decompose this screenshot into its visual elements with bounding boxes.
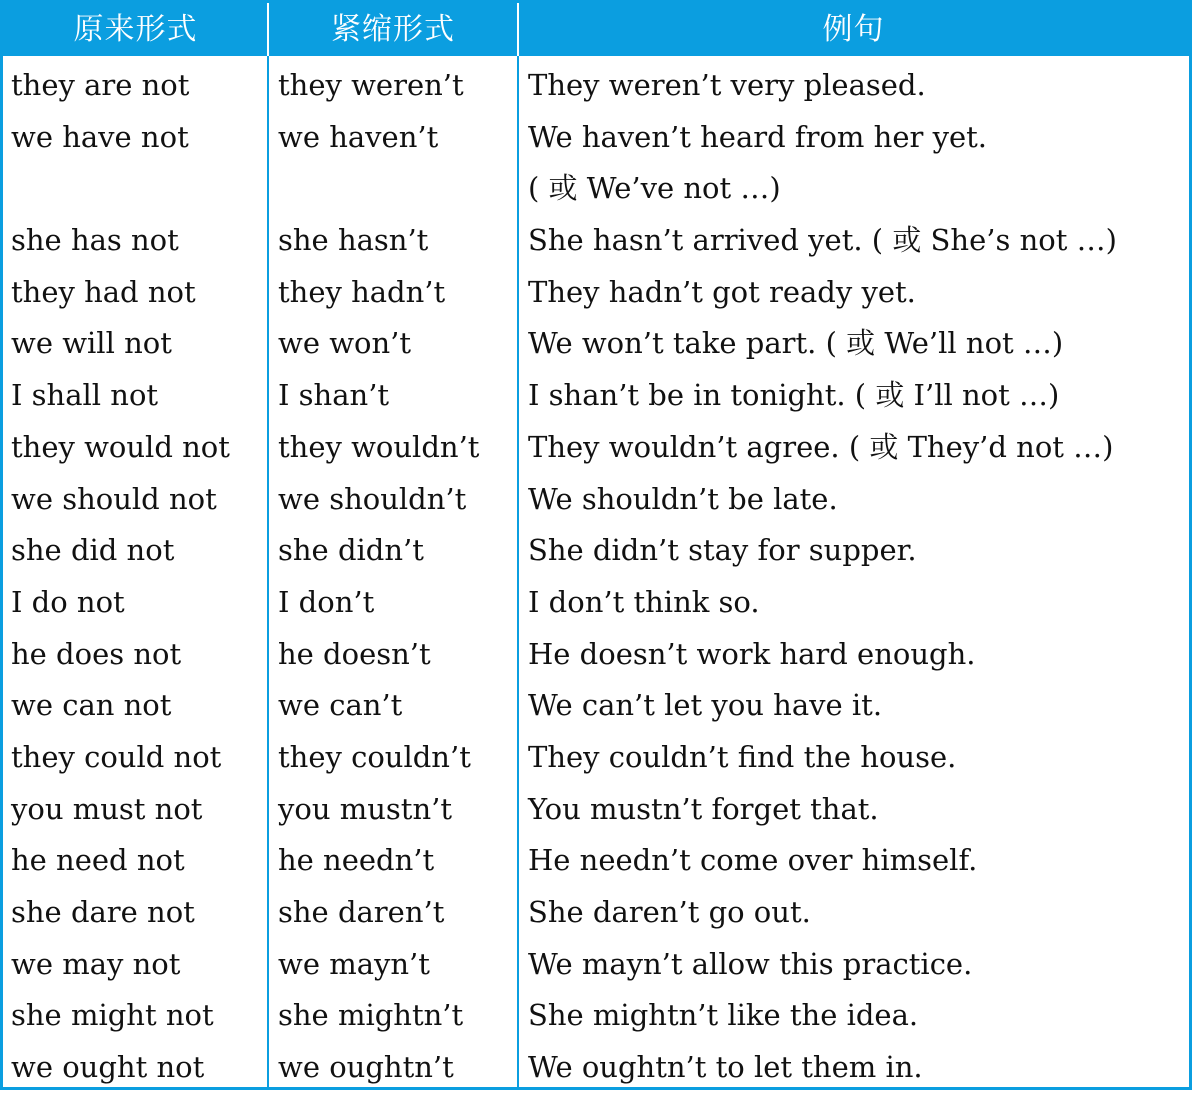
cell-example-sentence: He doesn’t work hard enough. <box>528 636 976 671</box>
cell-original-form: she dare not <box>11 895 195 929</box>
table-row <box>3 936 1189 988</box>
table-row <box>3 212 1189 264</box>
table-header <box>3 3 1189 56</box>
cell-contracted-form: she didn’t <box>278 533 424 568</box>
cell-example-sentence: You mustn’t forget that. <box>528 791 879 826</box>
cell-example-sentence: She hasn’t arrived yet. ( 或 She’s not …) <box>528 223 1117 258</box>
cell-contracted-form: they weren’t <box>278 68 464 102</box>
cell-contracted-form: we can’t <box>278 688 403 723</box>
cell-contracted-form: he needn’t <box>278 843 435 878</box>
cell-contracted-form: he doesn’t <box>278 636 431 671</box>
table-row <box>3 419 1189 471</box>
header-example-sentence: 例句 <box>822 12 885 47</box>
cell-contracted-form: she daren’t <box>278 895 445 929</box>
cell-example-sentence: We shouldn’t be late. <box>528 481 838 516</box>
cell-example-sentence: She didn’t stay for supper. <box>528 533 917 568</box>
table-row <box>3 1039 1189 1091</box>
cell-original-form: he need not <box>11 843 185 878</box>
cell-contracted-form: they couldn’t <box>278 739 471 774</box>
cell-example-sentence: ( 或 We’ve not …) <box>528 171 781 206</box>
cell-example-sentence: We haven’t heard from her yet. <box>528 119 987 154</box>
header-divider <box>267 3 269 56</box>
cell-original-form: he does not <box>11 636 182 671</box>
table-row <box>3 471 1189 523</box>
table-row <box>3 832 1189 884</box>
cell-original-form: they could not <box>11 739 222 774</box>
cell-example-sentence: We oughtn’t to let them in. <box>528 1050 923 1085</box>
table-row <box>3 109 1189 161</box>
cell-example-sentence: We can’t let you have it. <box>528 688 883 723</box>
table-row <box>3 987 1189 1039</box>
cell-example-sentence: They hadn’t got ready yet. <box>528 274 916 309</box>
table-row <box>3 626 1189 678</box>
cell-example-sentence: I shan’t be in tonight. ( 或 I’ll not …) <box>528 378 1060 413</box>
cell-contracted-form: you mustn’t <box>278 791 452 826</box>
table-row <box>3 57 1189 109</box>
table-row <box>3 522 1189 574</box>
cell-example-sentence: We won’t take part. ( 或 We’ll not …) <box>528 326 1064 361</box>
cell-contracted-form: I shan’t <box>278 378 390 413</box>
cell-example-sentence: They wouldn’t agree. ( 或 They’d not …) <box>528 429 1114 464</box>
cell-original-form: I do not <box>11 584 125 619</box>
cell-contracted-form: we shouldn’t <box>278 481 467 516</box>
cell-original-form: she might not <box>11 998 214 1033</box>
cell-original-form: we can not <box>11 688 172 723</box>
cell-original-form: we may not <box>11 946 181 981</box>
cell-original-form: she has not <box>11 223 179 258</box>
cell-example-sentence: They weren’t very pleased. <box>528 68 926 102</box>
cell-example-sentence: I don’t think so. <box>528 584 760 619</box>
cell-original-form: we will not <box>11 326 172 361</box>
cell-example-sentence: She mightn’t like the idea. <box>528 998 919 1033</box>
table-row <box>3 367 1189 419</box>
cell-original-form: we have not <box>11 119 189 154</box>
table-row <box>3 160 1189 212</box>
cell-example-sentence: We mayn’t allow this practice. <box>528 946 973 981</box>
cell-example-sentence: They couldn’t find the house. <box>528 739 957 774</box>
table-row <box>3 729 1189 781</box>
header-contracted-form: 紧缩形式 <box>331 12 455 47</box>
table-row <box>3 781 1189 833</box>
cell-original-form: they would not <box>11 429 230 464</box>
cell-contracted-form: we mayn’t <box>278 946 430 981</box>
cell-example-sentence: She daren’t go out. <box>528 895 811 929</box>
cell-contracted-form: they hadn’t <box>278 274 446 309</box>
cell-contracted-form: we haven’t <box>278 119 439 154</box>
cell-contracted-form: we oughtn’t <box>278 1050 454 1085</box>
cell-contracted-form: we won’t <box>278 326 412 361</box>
cell-original-form: you must not <box>11 791 203 826</box>
cell-original-form: we should not <box>11 481 217 516</box>
table-row <box>3 677 1189 729</box>
header-original-form: 原来形式 <box>73 12 198 47</box>
cell-original-form: they had not <box>11 274 196 309</box>
table-row <box>3 264 1189 316</box>
cell-contracted-form: I don’t <box>278 584 375 619</box>
table-body <box>3 57 1189 1091</box>
table-row <box>3 315 1189 367</box>
cell-original-form: she did not <box>11 533 175 568</box>
cell-original-form: I shall not <box>11 378 159 413</box>
header-divider <box>517 3 519 56</box>
table-row <box>3 884 1189 936</box>
cell-original-form: they are not <box>11 68 190 102</box>
cell-original-form: we ought not <box>11 1050 205 1085</box>
cell-example-sentence: He needn’t come over himself. <box>528 843 978 878</box>
cell-contracted-form: she hasn’t <box>278 223 429 258</box>
cell-contracted-form: they wouldn’t <box>278 429 480 464</box>
table-row <box>3 574 1189 626</box>
cell-contracted-form: she mightn’t <box>278 998 464 1033</box>
